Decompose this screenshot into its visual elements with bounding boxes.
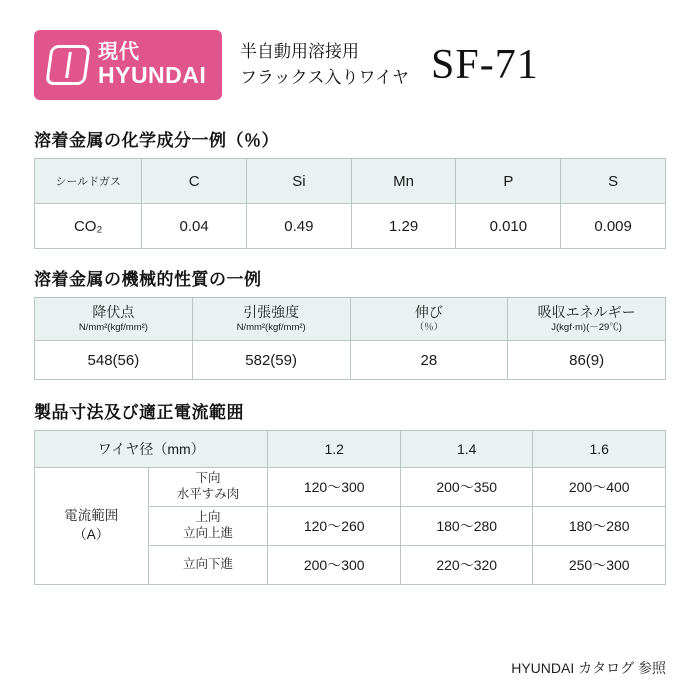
size-section-title: 製品寸法及び適正電流範囲 (34, 403, 244, 422)
page-header (0, 0, 700, 100)
mech-header-impact-title: 吸収エネルギー (537, 304, 636, 321)
size-cell: 200～350 (400, 468, 533, 507)
mech-header-elongation-unit: （％） (414, 321, 444, 333)
chem-header-cell: Si (247, 159, 352, 204)
size-header-diameter-2: 1.4 (400, 431, 533, 468)
size-position-vertical-up-line1: 上向 (195, 510, 221, 525)
size-header-diameter-1: 1.2 (268, 431, 401, 468)
size-cell: 250～300 (533, 546, 666, 585)
mech-table (34, 297, 666, 380)
hyundai-logo-icon (45, 45, 91, 85)
size-position-flat-line1: 下向 (195, 471, 221, 486)
size-header-wire-diameter: ワイヤ径（mm） (35, 431, 268, 468)
chem-cell-gas: CO₂ (35, 204, 142, 249)
hyundai-logo-text (98, 42, 206, 87)
chem-header-cell: Mn (351, 159, 456, 204)
table-row (35, 468, 666, 507)
size-cell: 200～300 (268, 546, 401, 585)
mech-header-tensile-unit: N/mm²(kgf/mm²) (236, 321, 306, 333)
mech-cell-elongation: 28 (350, 341, 508, 380)
size-row-header-current-range (35, 468, 149, 585)
mech-header-elongation (350, 298, 508, 341)
product-description (240, 39, 409, 92)
table-row (35, 298, 666, 341)
mech-header-tensile (192, 298, 350, 341)
mech-cell-yield: 548(56) (35, 341, 193, 380)
table-row (35, 431, 666, 468)
size-cell: 180～280 (533, 507, 666, 546)
size-position-label-vertical-up (148, 507, 268, 546)
chem-cell-mn: 1.29 (351, 204, 456, 249)
size-header-diameter-3: 1.6 (533, 431, 666, 468)
table-row (35, 341, 666, 380)
current-range-label-line1: 電流範囲 (64, 508, 119, 524)
product-model: SF-71 (430, 42, 539, 88)
mech-header-impact (508, 298, 666, 341)
chem-cell-s: 0.009 (561, 204, 666, 249)
mech-header-yield-unit: N/mm²(kgf/mm²) (78, 321, 148, 333)
product-description-line1: 半自動用溶接用 (240, 41, 359, 61)
logo-label-en: HYUNDAI (98, 62, 207, 89)
mech-section-title: 溶着金属の機械的性質の一例 (34, 270, 262, 289)
size-position-flat-line2: 水平すみ肉 (176, 487, 240, 501)
chem-table (34, 158, 666, 249)
chem-cell-c: 0.04 (142, 204, 247, 249)
size-position-vertical-down-line1: 立向下進 (183, 557, 234, 572)
mech-cell-impact: 86(9) (508, 341, 666, 380)
size-position-label-vertical-down (148, 546, 268, 585)
hyundai-logo (34, 30, 222, 100)
mech-header-elongation-title: 伸び (414, 304, 443, 321)
size-cell: 180～280 (400, 507, 533, 546)
size-table (34, 430, 666, 585)
mech-header-yield (35, 298, 193, 341)
chem-header-cell: シールドガス (35, 159, 142, 204)
size-position-label-flat (148, 468, 268, 507)
size-cell: 120～300 (268, 468, 401, 507)
current-range-label-line2: （A） (73, 527, 110, 542)
logo-label-jp: 現代 (98, 41, 140, 64)
chem-section-title: 溶着金属の化学成分一例（％） (34, 131, 279, 150)
chem-cell-p: 0.010 (456, 204, 561, 249)
mech-cell-tensile: 582(59) (192, 341, 350, 380)
footer-source-note: HYUNDAI カタログ 参照 (511, 660, 666, 676)
size-cell: 200～400 (533, 468, 666, 507)
size-cell: 220～320 (400, 546, 533, 585)
size-position-vertical-up-line2: 立向上進 (183, 526, 234, 540)
mech-header-yield-title: 降伏点 (92, 304, 135, 321)
mech-header-impact-unit: J(kgf·m)(－29℃) (551, 321, 622, 333)
table-row (35, 159, 666, 204)
chem-cell-si: 0.49 (247, 204, 352, 249)
mech-header-tensile-title: 引張強度 (243, 304, 300, 321)
section-size-current (0, 398, 700, 585)
size-cell: 120～260 (268, 507, 401, 546)
section-mechanical-properties (0, 265, 700, 380)
chem-header-cell: C (142, 159, 247, 204)
section-chemical-composition (0, 126, 700, 249)
product-description-line2: フラックス入りワイヤ (240, 68, 409, 87)
table-row (35, 204, 666, 249)
chem-header-cell: P (456, 159, 561, 204)
chem-header-cell: S (561, 159, 666, 204)
